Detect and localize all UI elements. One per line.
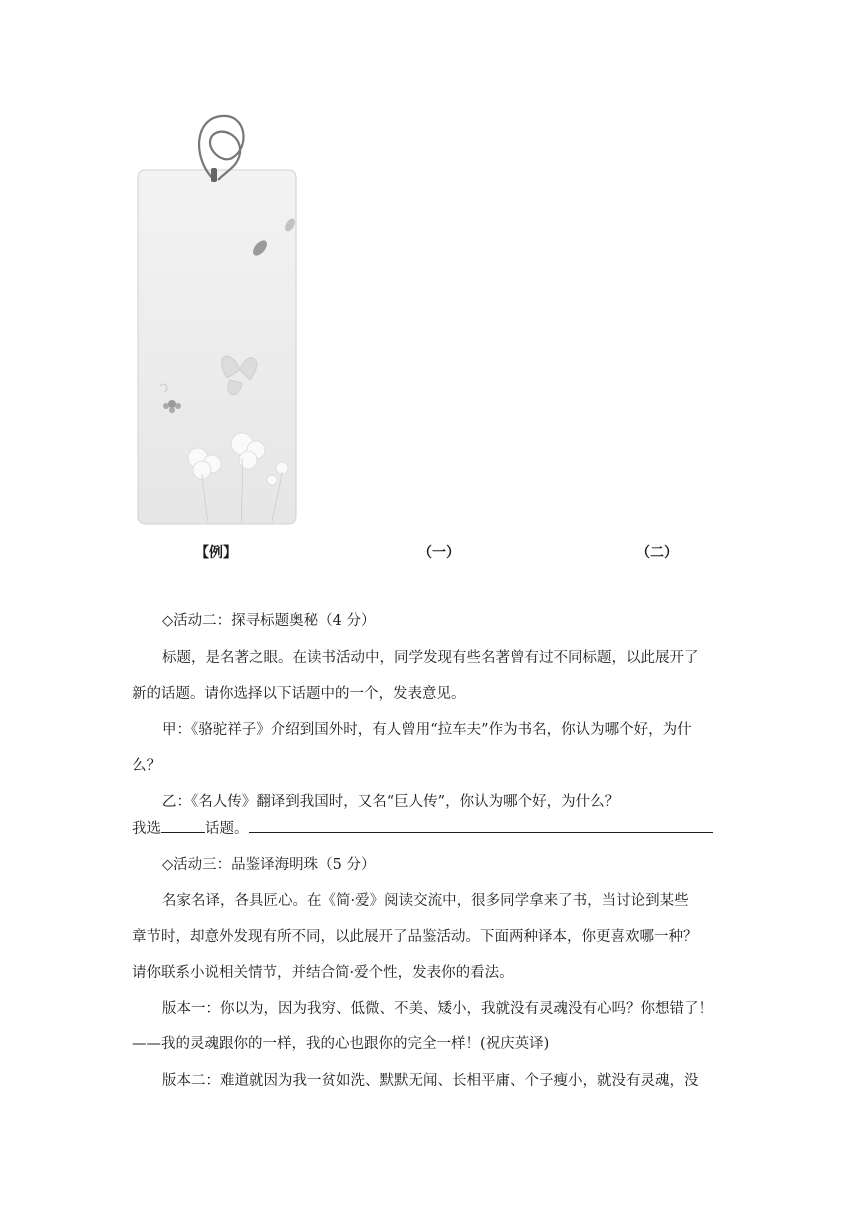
- answer-prefix: 我选: [132, 821, 161, 837]
- activity3-heading: ◇活动三：品鉴译海明珠（5 分）: [162, 857, 376, 873]
- activity2-para-line2: 新的话题。请你选择以下话题中的一个，发表意见。: [132, 686, 466, 702]
- activity3-para-line3: 请你联系小说相关情节，并结合简·爱个性，发表你的看法。: [132, 965, 514, 981]
- activity2-heading: ◇活动二：探寻标题奥秘（4 分）: [162, 613, 376, 629]
- topic-choice-blank[interactable]: [161, 818, 205, 833]
- topic-jia-line2: 么？: [132, 758, 161, 774]
- answer-line: [132, 818, 742, 839]
- caption-one: （一）: [418, 545, 460, 561]
- version1-line2: ——我的灵魂跟你的一样，我的心也跟你的完全一样！(祝庆英译): [132, 1036, 550, 1052]
- activity3-para-line2: 章节时，却意外发现有所不同，以此展开了品鉴活动。下面两种译本，你更喜欢哪一种？: [132, 929, 698, 945]
- topic-yi-line: 乙：《名人传》翻译到我国时，又名“巨人传”，你认为哪个好，为什么？: [162, 794, 620, 810]
- answer-mid: 话题。: [205, 821, 249, 837]
- version1-line1: 版本一：你以为，因为我穷、低微、不美、矮小，我就没有灵魂没有心吗？你想错了！: [162, 1001, 713, 1017]
- activity3-para-line1: 名家名译，各具匠心。在《简·爱》阅读交流中，很多同学拿来了书，当讨论到某些: [162, 893, 689, 909]
- topic-jia-line1: 甲：《骆驼祥子》介绍到国外时，有人曾用“拉车夫”作为书名，你认为哪个好，为什: [162, 722, 692, 738]
- caption-example: 【例】: [195, 545, 237, 561]
- caption-two: （二）: [636, 545, 678, 561]
- activity2-para-line1: 标题，是名著之眼。在读书活动中，同学发现有些名著曾有过不同标题，以此展开了: [162, 650, 699, 666]
- opinion-answer-blank[interactable]: [249, 818, 713, 833]
- bookmark-illustration: [132, 108, 302, 528]
- version2-line1: 版本二：难道就因为我一贫如洗、默默无闻、长相平庸、个子瘦小，就没有灵魂，没: [162, 1073, 699, 1089]
